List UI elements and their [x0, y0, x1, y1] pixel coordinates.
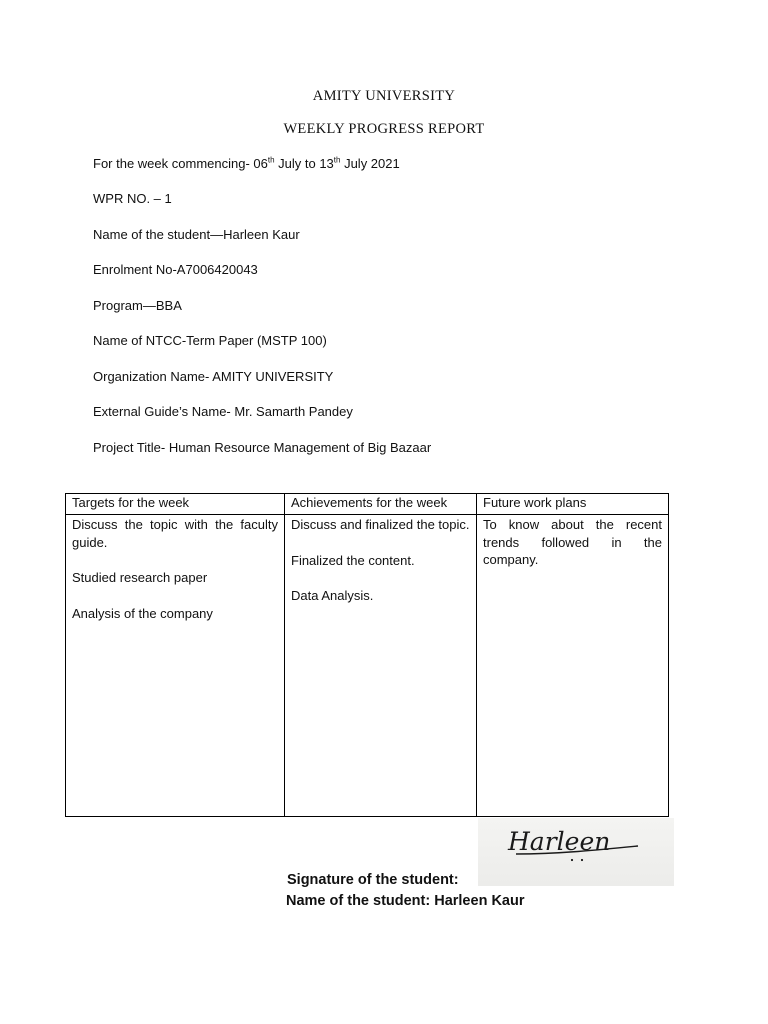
- handwritten-signature-icon: [478, 818, 674, 886]
- future-plans-cell: [477, 515, 669, 817]
- targets-cell: [66, 515, 285, 817]
- external-guide-line: External Guide’s Name- Mr. Samarth Pandey: [93, 404, 353, 419]
- achievements-cell: [285, 515, 477, 817]
- achievement-item: Discuss and finalized the topic.: [291, 517, 470, 532]
- header-achievements: Achievements for the week: [285, 494, 477, 515]
- ntcc-line: Name of NTCC-Term Paper (MSTP 100): [93, 333, 327, 348]
- wpr-number: WPR NO. – 1: [93, 191, 172, 206]
- signature-name-line: Name of the student: Harleen Kaur: [286, 893, 525, 909]
- svg-text:Harleen: Harleen: [508, 827, 611, 856]
- target-item: Discuss the topic with the faculty guide.: [72, 517, 278, 550]
- table-header-row: [66, 494, 669, 515]
- project-title-line: Project Title- Human Resource Management of Big Bazaar: [93, 440, 432, 455]
- organization-line: Organization Name- AMITY UNIVERSITY: [93, 369, 334, 384]
- signature-label: Signature of the student:: [287, 872, 459, 888]
- week-line: For the week commencing- 06th July to 13th July 2021: [93, 155, 400, 171]
- future-plan-item: To know about the recent trends followed in the company.: [483, 517, 662, 567]
- student-name-line: Name of the student—Harleen Kaur: [93, 227, 300, 242]
- target-item: Studied research paper: [72, 570, 208, 585]
- signature-image: [478, 818, 674, 886]
- report-title: WEEKLY PROGRESS REPORT: [283, 121, 485, 137]
- program-line: Program—BBA: [93, 298, 182, 313]
- target-item: Analysis of the company: [72, 605, 213, 621]
- achievement-item: Data Analysis.: [291, 588, 374, 603]
- achievement-item: Finalized the content.: [291, 552, 415, 568]
- university-heading: AMITY UNIVERSITY: [312, 88, 456, 104]
- header-future-plans: Future work plans: [477, 494, 669, 515]
- progress-table: [65, 493, 669, 817]
- header-targets: Targets for the week: [66, 494, 285, 515]
- enrolment-line: Enrolment No-A7006420043: [93, 262, 258, 277]
- table-row: [66, 515, 669, 817]
